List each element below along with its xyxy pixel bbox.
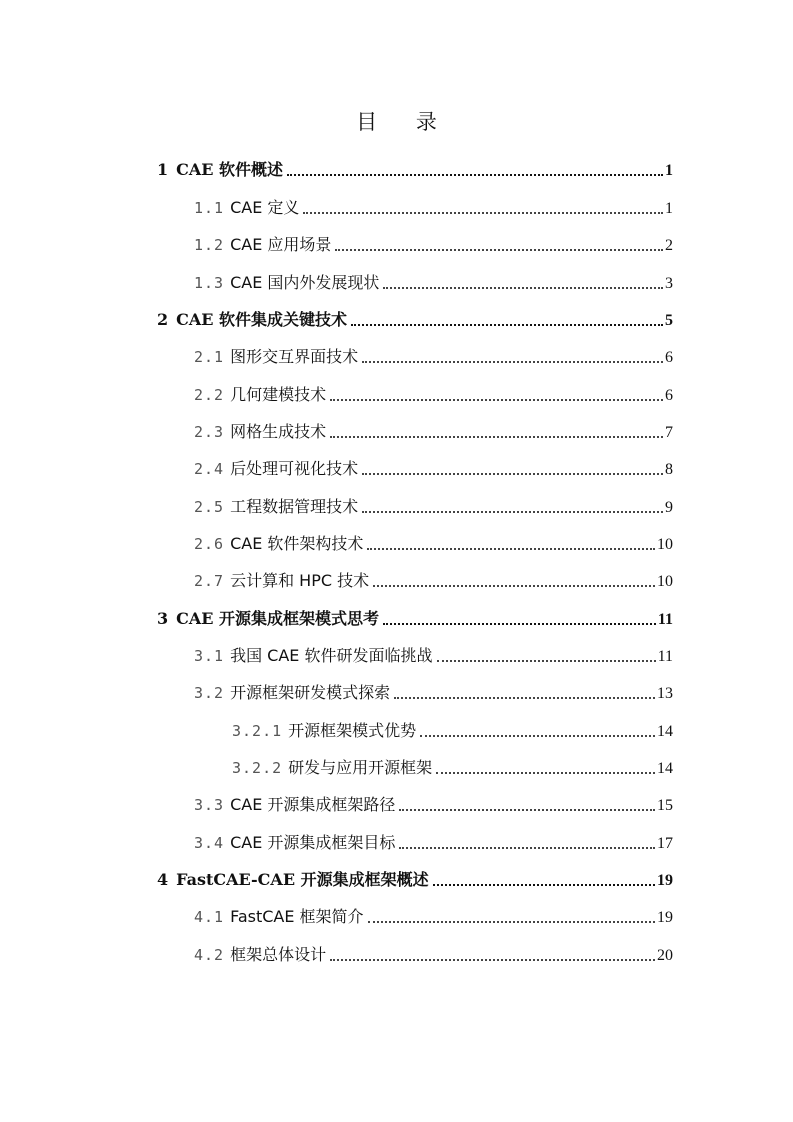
toc-entry-label: 我国 CAE 软件研发面临挑战	[230, 646, 433, 665]
toc-entry-number: 2.2	[194, 386, 225, 404]
toc-entry-page: 15	[657, 797, 673, 814]
toc-entry-number: 4.2	[194, 946, 225, 964]
toc-leader-dots	[362, 361, 663, 363]
toc-entry[interactable]	[194, 494, 673, 520]
toc-entry-label: 框架总体设计	[230, 945, 327, 964]
toc-entry-number: 3.2.2	[232, 759, 283, 777]
toc-entry-page: 9	[665, 499, 673, 516]
toc-entry-label: CAE 国内外发展现状	[230, 273, 380, 292]
toc-leader-dots	[330, 959, 655, 961]
toc-entry-label: 几何建模技术	[230, 385, 327, 404]
toc-entry-label: CAE 定义	[230, 198, 300, 217]
toc-entry-label: FastCAE 框架简介	[230, 907, 364, 926]
toc-entry-page: 7	[665, 424, 673, 441]
toc-entry-label: 开源框架研发模式探索	[230, 683, 391, 702]
toc-entry[interactable]	[157, 157, 673, 183]
toc-entry-number: 3.1	[194, 647, 225, 665]
toc-leader-dots	[420, 735, 655, 737]
toc-entry-number: 1.1	[194, 199, 225, 217]
toc-leader-dots	[399, 809, 655, 811]
toc-leader-dots	[335, 249, 663, 251]
toc-entry-label: 网格生成技术	[230, 422, 327, 441]
toc-entry[interactable]	[194, 904, 673, 930]
toc-entry-number: 1.3	[194, 274, 225, 292]
toc-entry-page: 5	[665, 312, 673, 329]
toc-leader-dots	[399, 847, 655, 849]
toc-entry[interactable]	[194, 942, 673, 968]
toc-entry-number: 2.6	[194, 535, 225, 553]
toc-entry-label: CAE 软件概述	[176, 160, 284, 179]
toc-entry[interactable]	[194, 680, 673, 706]
toc-leader-dots	[383, 287, 663, 289]
toc-entry-label: CAE 开源集成框架路径	[230, 795, 396, 814]
toc-entry[interactable]	[194, 456, 673, 482]
toc-entry-page: 19	[657, 909, 673, 926]
toc-entry[interactable]	[232, 718, 673, 744]
toc-entry-number: 1	[157, 160, 169, 179]
toc-leader-dots	[303, 212, 663, 214]
toc-entry-number: 2	[157, 310, 169, 329]
toc-entry[interactable]	[194, 419, 673, 445]
toc-entry-number: 1.2	[194, 236, 225, 254]
toc-entry[interactable]	[194, 195, 673, 221]
toc-leader-dots	[373, 585, 655, 587]
toc-entry-number: 2.7	[194, 572, 225, 590]
toc-entry-label: CAE 软件集成关键技术	[176, 310, 348, 329]
toc-entry-label: 后处理可视化技术	[230, 459, 359, 478]
toc-entry-page: 11	[657, 648, 673, 665]
toc-entry-label: 工程数据管理技术	[230, 497, 359, 516]
toc-leader-dots	[437, 660, 656, 662]
toc-entry-number: 2.1	[194, 348, 225, 366]
toc-leader-dots	[383, 623, 656, 625]
toc-entry-page: 1	[665, 200, 673, 217]
toc-entry-label: FastCAE-CAE 开源集成框架概述	[176, 870, 429, 889]
toc-leader-dots	[367, 548, 655, 550]
toc-entry[interactable]	[194, 531, 673, 557]
toc-leader-dots	[351, 324, 663, 326]
toc-leader-dots	[436, 772, 655, 774]
toc-entry-label: 研发与应用开源框架	[288, 758, 433, 777]
toc-entry-page: 6	[665, 387, 673, 404]
toc-entry-page: 1	[665, 162, 673, 179]
toc-entry-number: 3.4	[194, 834, 225, 852]
toc-entry[interactable]	[194, 344, 673, 370]
toc-entry[interactable]	[232, 755, 673, 781]
toc-entry-page: 10	[657, 573, 673, 590]
toc-entry-page: 11	[657, 611, 673, 628]
toc-entry-page: 14	[657, 760, 673, 777]
toc-entry-number: 4.1	[194, 908, 225, 926]
toc-leader-dots	[287, 174, 663, 176]
toc-entry-page: 19	[657, 872, 673, 889]
toc-entry-label: 图形交互界面技术	[230, 347, 359, 366]
toc-entry-label: CAE 应用场景	[230, 235, 332, 254]
toc-leader-dots	[394, 697, 655, 699]
toc-entry[interactable]	[157, 606, 673, 632]
toc-entry-number: 3.2	[194, 684, 225, 702]
toc-entry-label: CAE 开源集成框架模式思考	[176, 609, 380, 628]
toc-leader-dots	[362, 511, 663, 513]
toc-entry-label: 开源框架模式优势	[288, 721, 417, 740]
toc-entry[interactable]	[194, 568, 673, 594]
toc-leader-dots	[330, 436, 663, 438]
toc-entry[interactable]	[194, 643, 673, 669]
toc-entry-number: 2.4	[194, 460, 225, 478]
toc-leader-dots	[362, 473, 663, 475]
toc-leader-dots	[368, 921, 655, 923]
toc-entry-page: 8	[665, 461, 673, 478]
toc-entry-page: 13	[657, 685, 673, 702]
toc-title: 目 录	[356, 110, 453, 134]
toc-entry-page: 17	[657, 835, 673, 852]
toc-entry-page: 2	[665, 237, 673, 254]
toc-entry[interactable]	[194, 270, 673, 296]
toc-entry-page: 10	[657, 536, 673, 553]
toc-entry[interactable]	[157, 307, 673, 333]
toc-leader-dots	[330, 399, 663, 401]
toc-entry[interactable]	[194, 792, 673, 818]
toc-entry-page: 14	[657, 723, 673, 740]
toc-entry[interactable]	[194, 232, 673, 258]
toc-entry-page: 6	[665, 349, 673, 366]
toc-leader-dots	[433, 884, 655, 886]
toc-entry-label: CAE 开源集成框架目标	[230, 833, 396, 852]
toc-entry-number: 4	[157, 870, 169, 889]
toc-entry-label: 云计算和 HPC 技术	[230, 571, 370, 590]
toc-entry-number: 2.3	[194, 423, 225, 441]
toc-entry[interactable]	[157, 867, 673, 893]
toc-entry-page: 20	[657, 947, 673, 964]
toc-entry-number: 3	[157, 609, 169, 628]
toc-entry[interactable]	[194, 830, 673, 856]
toc-entry-label: CAE 软件架构技术	[230, 534, 364, 553]
toc-entry-number: 3.2.1	[232, 722, 283, 740]
toc-entry-page: 3	[665, 275, 673, 292]
toc-entry-number: 2.5	[194, 498, 225, 516]
toc-entry-number: 3.3	[194, 796, 225, 814]
toc-entry[interactable]	[194, 382, 673, 408]
